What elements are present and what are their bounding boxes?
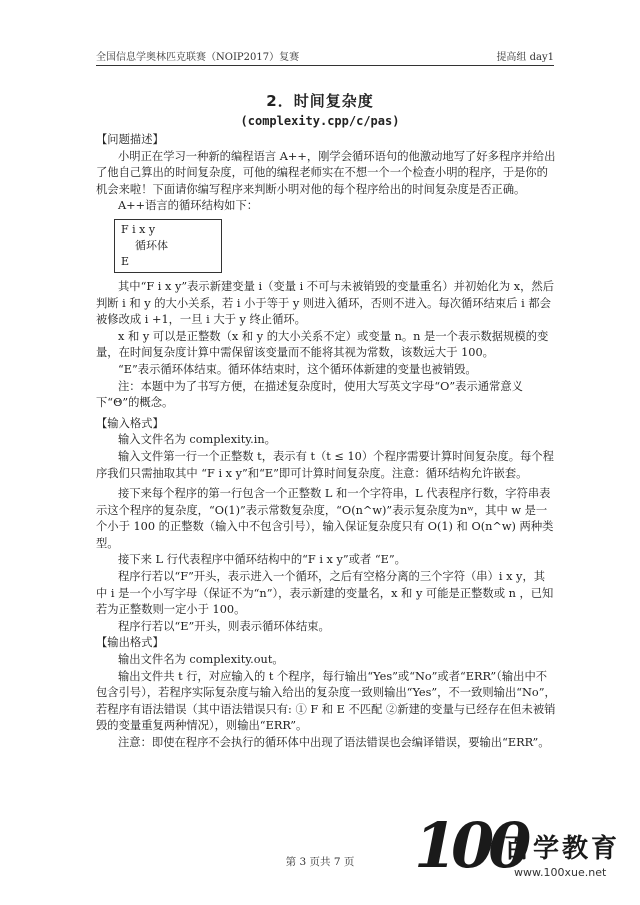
header-right: 提高组 day1 [496,52,554,63]
input-paragraph-1: 输入文件名为 complexity.in。 [118,433,276,447]
problem-paragraph-2: A++语言的循环结构如下： [118,199,259,213]
code-line-for: F i x y [121,222,156,236]
output-paragraph-2: 输出文件共 t 行，对应输入的 t 个程序，每行输出“Yes”或“No”或者“ERR”（输出中不包含引号），若程序实际复杂度与输入给出的复杂度一致则输出“Yes”，不一致则输出“No”，若程序有语法错误（其中语法错误只有: ① F 和 E 不匹配 ②新建的变量与已经存在但未被销毁的变量重复两种情况），则输出“ERR”。 [96,669,556,733]
code-line-body: 循环体 [135,238,168,252]
problem-paragraph-3: 其中“F i x y”表示新建变量 i（变量 i 不可与未被销毁的变量重名）并初始化为 x，然后判断 i 和 y 的大小关系，若 i 小于等于 y 则进入循环，否则不进入。每次循环结束后 i 都会被修改成 i +1，一旦 i 大于 y 终止循环。 [96,279,554,327]
document-body [96,132,556,752]
problem-paragraph-4: x 和 y 可以是正整数（x 和 y 的大小关系不定）或变量 n。n 是一个表示数据规模的变量，在时间复杂度计算中需保留该变量而不能将其视为常数，该数远大于 100。 [96,329,549,360]
watermark-logo [414,810,640,894]
input-paragraph-2: 输入文件第一行一个正整数 t，表示有 t（t ≤ 10）个程序需要计算时间复杂度。每个程序我们只需抽取其中 “F i x y”和“E”即可计算时间复杂度。注意：循环结构允许嵌套。 [96,449,554,480]
logo-number: 100 [414,809,526,882]
input-paragraph-4: 接下来 L 行代表程序中循环结构中的“F i x y”或者 “E”。 [118,553,406,567]
problem-paragraph-1: 小明正在学习一种新的编程语言 A++，刚学会循环语句的他激动地写了好多程序并给出了他自己算出的时间复杂度，可他的编程老师实在不想一个一个检查小明的程序，于是你的机会来啦！下面请你编写程序来判断小明对他的每个程序给出的时间复杂度是否正确。 [96,149,556,196]
page-header [96,44,554,66]
problem-paragraph-6: 注：本题中为了书写方便，在描述复杂度时，使用大写英文字母“O”表示通常意义下“Θ”的概念。 [96,379,523,410]
problem-file-names: (complexity.cpp/c/pas) [240,114,400,128]
input-paragraph-6: 程序行若以“E”开头，则表示循环体结束。 [118,619,330,633]
loop-structure-box [114,219,222,273]
section-heading-output: 【输出格式】 [96,636,164,650]
section-heading-problem: 【问题描述】 [96,133,164,146]
output-paragraph-3: 注意：即使在程序不会执行的循环体中出现了语法错误也会编译错误，要输出“ERR”。 [118,736,550,749]
problem-paragraph-5: “E”表示循环体结束。循环体结束时，这个循环体新建的变量也被销毁。 [118,362,477,376]
problem-title: 2．时间复杂度 [266,92,374,110]
code-line-end: E [121,254,130,268]
input-paragraph-5: 程序行若以“F”开头，表示进入一个循环，之后有空格分离的三个字符（串）i x y，其中 i 是一个小写字母（保证不为“n”），表示新建的变量名，x 和 y 可能是正整数或 n ，已知若为正整数则一定小于 100。 [96,570,554,617]
input-paragraph-3: 接下来每个程序的第一行包含一个正整数 L 和一个字符串，L 代表程序行数，字符串表示这个程序的复杂度，“O(1)”表示常数复杂度，“O(n^w)”表示复杂度为nʷ，其中 w 是一个小于 100 的正整数（输入中不包含引号），输入保证复杂度只有 O(1) 和 O(n^w) 两种类型。 [96,487,554,550]
section-heading-input: 【输入格式】 [96,416,164,430]
page-number: 第 3 页共 7 页 [285,856,355,868]
header-left: 全国信息学奥林匹克联赛（NOIP2017）复赛 [96,52,300,63]
logo-url: www.100xue.net [514,866,607,879]
output-paragraph-1: 输出文件名为 complexity.out。 [118,653,284,667]
logo-name: 百学教育 [504,834,621,864]
